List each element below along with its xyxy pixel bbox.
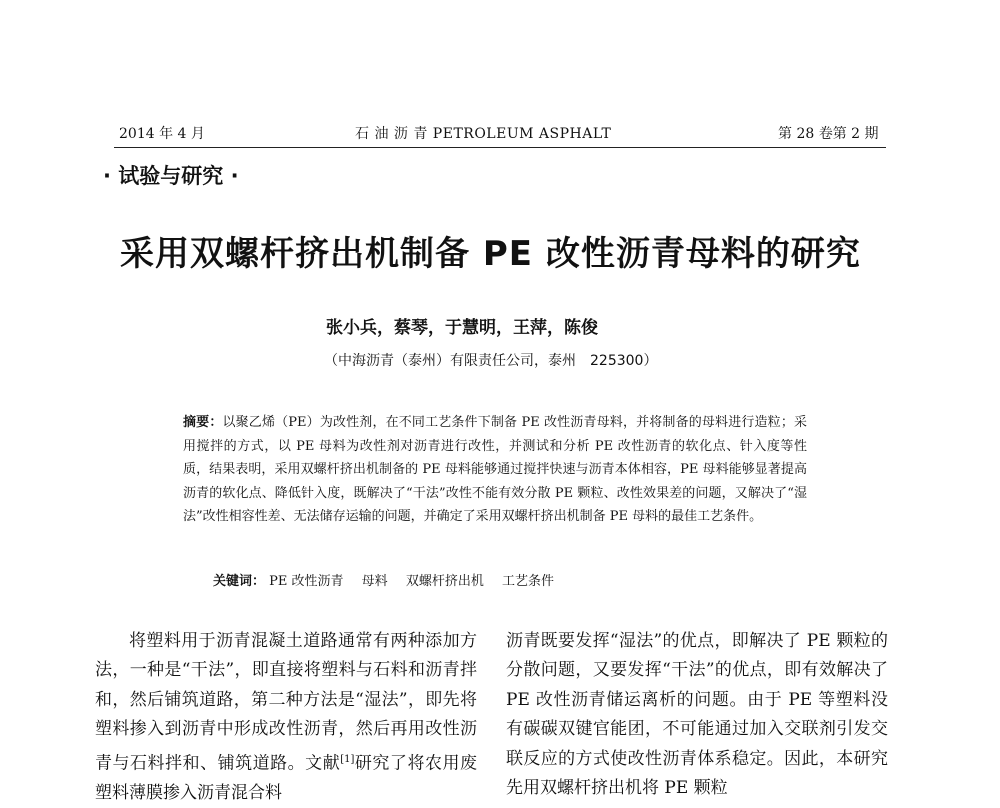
- body-left-text-cont: 研究了将农用废塑料薄膜掺入沥青混合料: [95, 753, 477, 803]
- header-journal: 石 油 沥 青 PETROLEUM ASPHALT: [355, 126, 612, 142]
- citation-ref: [1]: [340, 753, 355, 765]
- abstract-text: 以聚乙烯（PE）为改性剂，在不同工艺条件下制备 PE 改性沥青母料，并将制备的母料进行造粒；采用搅拌的方式，以 PE 母料为改性剂对沥青进行改性，并测试和分析 PE 改性沥青的软化点、针入度等性质，结果表明，采用双螺杆挤出机制备的 PE 母料能够通过搅拌快速与沥青本体相容，PE 母料能够显著提高沥青的软化点、降低针入度，既解决了“干法”改性不能有效分散 PE 颗粒、改性效果差的问题，又解决了“湿法”改性相容性差、无法储存运输的问题，并确定了采用双螺杆挤出机制备 PE 母料的最佳工艺条件。: [183, 415, 807, 525]
- keyword: 双螺杆挤出机: [405, 574, 484, 589]
- abstract-label: 摘要：: [183, 415, 223, 430]
- section-tag: · 试验与研究 ·: [103, 164, 239, 188]
- header-rule: [114, 147, 886, 148]
- authors: 张小兵，蔡琴，于慧明，王萍，陈俊: [326, 318, 598, 338]
- keyword: 工艺条件: [501, 574, 554, 589]
- abstract: [183, 411, 807, 529]
- keyword: PE 改性沥青: [269, 574, 344, 589]
- body-column-right: 沥青既要发挥“湿法”的优点，即解决了 PE 颗粒的分散问题，又要发挥“干法”的优点，即有效解决了 PE 改性沥青储运离析的问题。由于 PE 等塑料没有碳碳双键官能团，不可能通过加入交联剂引发交联反应的方式使改性沥青体系稳定。因此，本研究先用双螺杆挤出机将 PE 颗粒: [506, 631, 888, 799]
- affiliation: （中海沥青（泰州）有限责任公司，泰州 225300）: [324, 353, 658, 369]
- body-column-left: [95, 627, 477, 808]
- header-date: 2014 年 4 月: [119, 126, 205, 142]
- keyword: 母料: [361, 574, 388, 589]
- keywords: [213, 570, 568, 589]
- keywords-label: 关键词：: [213, 574, 266, 589]
- header-volume: 第 28 卷第 2 期: [778, 126, 879, 142]
- body-left-text: 将塑料用于沥青混凝土道路通常有两种添加方法，一种是“干法”，即直接将塑料与石料和沥青拌和，然后铺筑道路，第二种方法是“湿法”，即先将塑料掺入到沥青中形成改性沥青，然后再用改性沥青与石料拌和、铺筑道路。文献: [95, 631, 477, 774]
- paper-title: 采用双螺杆挤出机制备 PE 改性沥青母料的研究: [120, 234, 861, 274]
